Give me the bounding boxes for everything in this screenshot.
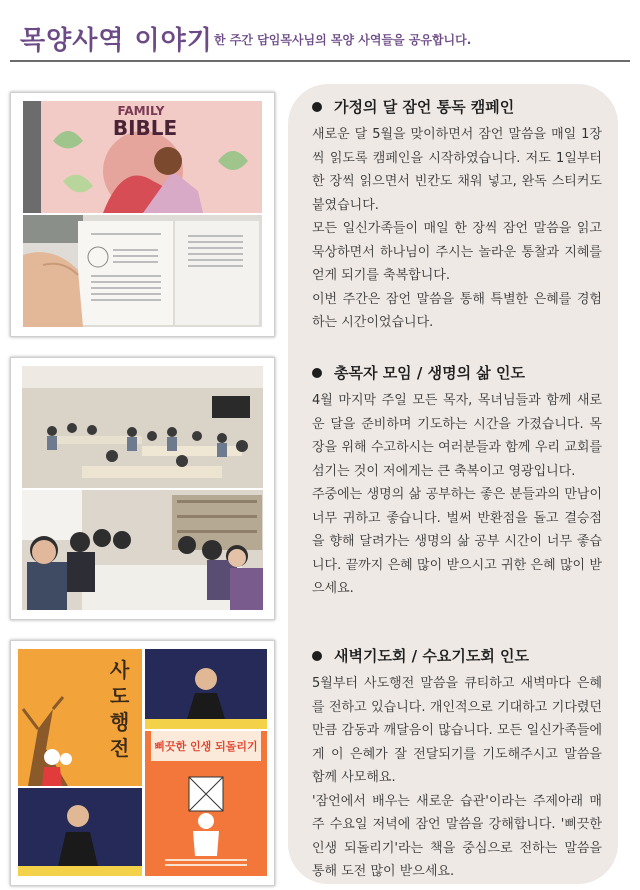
photo-frame-bible	[10, 92, 275, 337]
bible-open-page-illustration	[23, 215, 262, 327]
crooked-life-book-cover	[145, 731, 267, 876]
section-heading-text: 가정의 달 잠언 통독 캠페인	[334, 98, 515, 116]
header-divider	[10, 60, 630, 62]
section-paragraph: 모든 일신가족들이 매일 한 장씩 잠언 말씀을 읽고 묵상하면서 하나님이 주시는 놀라운 통찰과 지혜를 얻게 되기를 축복합니다.	[312, 221, 602, 283]
life-study-group-photo	[22, 490, 263, 610]
section-paragraph: '잠언에서 배우는 새로운 습관'이라는 주제아래 매 주 수요일 저녁에 잠언 말씀을 강해합니다. '삐끗한 인생 되돌리기'라는 책을 중심으로 전하는 말씀을 통해 도전 많이 받으세요.	[312, 793, 602, 879]
dawn-prayer-preaching-photo	[145, 649, 267, 729]
wednesday-prayer-preaching-photo	[18, 788, 142, 876]
bullet-icon	[312, 368, 322, 378]
bullet-icon	[312, 651, 322, 661]
section-paragraph: 5월부터 사도행전 말씀을 큐티하고 새벽마다 은혜를 전하고 있습니다. 개인적으로 기대하고 기다렸던 만큼 감동과 깨달음이 많습니다. 모든 일신가족들에게 이 은혜가 잘 전달되기를 기도해주시고 말씀을 함께 사모해요.	[312, 676, 602, 785]
wednesday-prayer-preaching-illustration	[18, 788, 142, 876]
section-paragraph: 새로운 달 5월을 맞이하면서 잠언 말씀을 매일 1장씩 읽도록 캠페인을 시작하였습니다. 저도 1일부터 한 장씩 읽으면서 빈칸도 채워 넣고, 완독 스티커도 붙였습니다.	[312, 127, 602, 213]
leaders-meeting-illustration	[22, 366, 263, 488]
section-heading	[312, 96, 602, 117]
dawn-prayer-preaching-illustration	[145, 649, 267, 729]
section-paragraph: 이번 주간은 잠언 말씀을 통해 특별한 은혜를 경험하는 시간이었습니다.	[312, 291, 602, 330]
section-paragraph: 4월 마지막 주일 모든 목자, 목녀님들과 함께 새로운 달을 준비하며 기도하는 시간을 가졌습니다. 목장을 위해 수고하시는 여러분들과 함께 우리 교회를 섬기는 것이 저에게는 큰 축복이고 영광입니다.	[312, 393, 602, 479]
life-study-group-illustration	[22, 490, 263, 610]
section-heading-text: 총목자 모임 / 생명의 삶 인도	[334, 364, 525, 382]
page-subtitle: 한 주간 담임목사님의 목양 사역들을 공유합니다.	[214, 33, 472, 47]
section-paragraph: 주중에는 생명의 삶 공부하는 좋은 분들과의 만남이 너무 귀하고 좋습니다. 벌써 반환점을 돌고 결승점을 향해 달려가는 생명의 삶 공부 시간이 너무 좋습니다. 끝까지 은혜 많이 받으시고 귀한 은혜 많이 받으세요.	[312, 487, 602, 596]
bullet-icon	[312, 102, 322, 112]
bible-open-page-photo	[23, 215, 262, 327]
crooked-life-book-title: 삐끗한 인생 되돌리기	[154, 740, 258, 753]
family-bible-cover-illustration	[23, 101, 262, 213]
page-title: 목양사역 이야기	[20, 26, 213, 56]
page-header	[0, 0, 640, 62]
bible-cover-line2: BIBLE	[112, 116, 178, 140]
section-prayer-meetings	[312, 645, 602, 884]
photo-frame-books	[10, 640, 275, 886]
section-heading	[312, 362, 602, 383]
leaders-meeting-photo	[22, 366, 263, 488]
section-leaders-meeting	[312, 362, 602, 601]
section-heading-text: 새벽기도회 / 수요기도회 인도	[334, 647, 530, 665]
bible-cover-line1: FAMILY	[117, 104, 165, 118]
acts-book-cover	[18, 649, 142, 786]
acts-book-title: 사도행전	[110, 658, 130, 760]
photo-frame-meetings	[10, 357, 275, 620]
section-proverbs-campaign	[312, 96, 602, 335]
section-heading	[312, 645, 602, 666]
family-bible-cover-photo	[23, 101, 262, 213]
